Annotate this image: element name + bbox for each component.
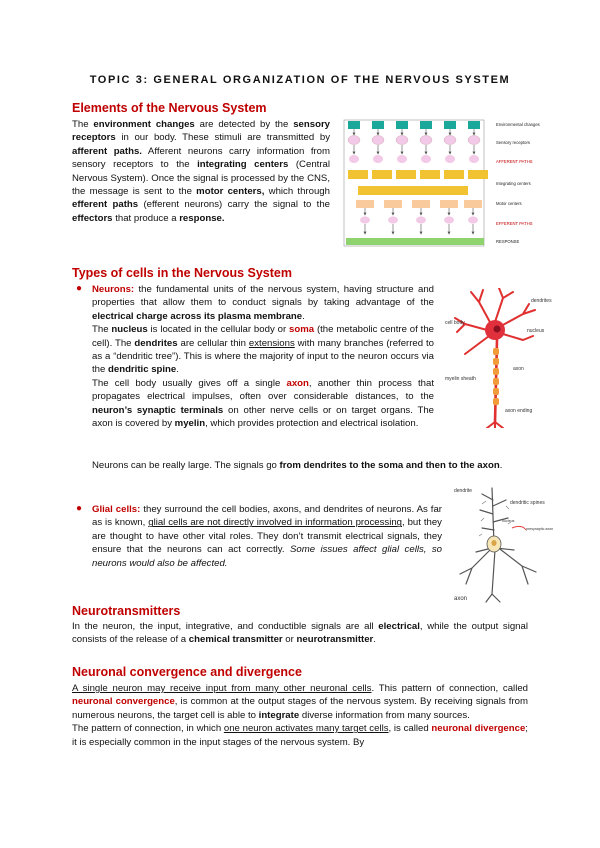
glial-figure-label: nucleus xyxy=(502,519,515,523)
paragraph-neurons-size: Neurons can be really large. The signals go from dendrites to the soma and then to the axon. xyxy=(92,460,503,471)
diagram-label: EFFERENT PATHS xyxy=(496,221,533,226)
stimulus-box xyxy=(420,121,432,129)
neuron-label: axon xyxy=(513,366,524,372)
integrating-center-bar xyxy=(358,186,468,195)
receptor-ellipse xyxy=(348,136,360,145)
paragraph-neurotransmitters: In the neuron, the input, integrative, and conductible signals are all electrical, while the output signal consists of the release of a chemical transmitter or neurotransmitter. xyxy=(72,621,528,646)
diagram-label: Motor centers xyxy=(496,201,522,206)
efferent-ellipse xyxy=(388,216,398,223)
stimulus-box xyxy=(348,121,360,129)
neuron-label: dendrites xyxy=(531,298,552,304)
motor-center-box xyxy=(384,200,402,208)
neuron-label: myelin sheath xyxy=(445,376,476,382)
paragraph-convergence: A single neuron may receive input from many other neuronal cells. This pattern of connection, called neuronal convergence, is common at the output stages of the nervous system. By receiving signals from numerous neurons, the target cell is able to integrate diverse information from many sources. The pattern of connection, in which one neuron activates many target cells, is called neuronal divergence; it is especially common in the input stages of the nervous system. By xyxy=(72,683,528,748)
efferent-ellipse xyxy=(468,216,478,223)
bullet-neurons: ● xyxy=(76,283,83,294)
diagram-label: Sensory receptors xyxy=(496,140,530,145)
heading-convergence: Neuronal convergence and divergence xyxy=(72,665,302,679)
heading-neurotransmitters: Neurotransmitters xyxy=(72,604,181,618)
stimulus-box xyxy=(396,121,408,129)
glial-figure-label: axon xyxy=(454,596,468,602)
neuron-label: cell body xyxy=(445,320,465,326)
heading-types: Types of cells in the Nervous System xyxy=(72,266,292,280)
afferent-ellipse xyxy=(421,155,431,163)
glial-figure-label: dendritic spines xyxy=(510,500,545,506)
response-bar xyxy=(346,238,484,245)
dendrite-illustration xyxy=(452,484,554,604)
paragraph-neurons: Neurons: the fundamental units of the nervous system, having structure and properties that allow them to conduct signals by taking advantage of the electrical charge across its plasma membrane. The nucleus is located in the cellular body or soma (the metabolic centre of the cell). The dendrites are cellular thin extensions with many branches (referred to as a “dendritic tree”). This is where the majority of input to the neuron occurs via the dendritic spine. The cell body usually gives off a single axon, another thin process that propagates electrical impulses, often over considerable distances, to the neuron’s synaptic terminals on other nerve cells or on target organs. The axon is covered by myelin, which provides protection and electrical isolation. xyxy=(92,284,435,430)
motor-center-box xyxy=(440,200,458,208)
paragraph-elements: The environment changes are detected by the sensory receptors in our body. These stimuli are transmitted by afferent paths. Afferent neurons carry information from sensory receptors to the integrating centers (Central Nervous System). Once the signal is processed by the CNS, the message is sent to the motor centers, which through efferent paths (efferent neurons) carry the signal to the effectors that produce a response. xyxy=(72,119,331,224)
integrating-box xyxy=(396,170,416,179)
receptor-ellipse xyxy=(444,136,456,145)
neuron-illustration xyxy=(443,288,553,428)
glial-figure-label: dendrite xyxy=(454,488,473,494)
motor-center-box xyxy=(464,200,482,208)
motor-center-box xyxy=(356,200,374,208)
receptor-ellipse xyxy=(420,136,432,145)
afferent-ellipse xyxy=(373,155,383,163)
stimulus-box xyxy=(372,121,384,129)
receptor-ellipse xyxy=(372,136,384,145)
diagram-label: Integrating centers xyxy=(496,181,531,186)
neuron-label: nucleus xyxy=(527,328,545,334)
receptor-ellipse xyxy=(396,136,408,145)
nervous-system-flow-diagram xyxy=(336,118,558,250)
stimulus-box xyxy=(468,121,480,129)
afferent-ellipse xyxy=(349,155,359,163)
efferent-ellipse xyxy=(444,216,454,223)
efferent-ellipse xyxy=(416,216,426,223)
integrating-box xyxy=(372,170,392,179)
integrating-box xyxy=(420,170,440,179)
diagram-label: RESPONSE xyxy=(496,239,520,244)
stimulus-box xyxy=(444,121,456,129)
motor-center-box xyxy=(412,200,430,208)
afferent-ellipse xyxy=(397,155,407,163)
neuron-label: axon ending xyxy=(505,408,533,414)
integrating-box xyxy=(348,170,368,179)
heading-elements: Elements of the Nervous System xyxy=(72,101,267,115)
efferent-ellipse xyxy=(360,216,370,223)
paragraph-glial: Glial cells: they surround the cell bodies, axons, and dendrites of neurons. As far as is known, glial cells are not directly involved in information processing, but they are thought to have other vital roles. They don’t transmit electrical signals, they ensure that the neurons can act correctly. Some issues affect glial cells, so neurons would also be affected. xyxy=(92,504,442,569)
page-title: TOPIC 3: GENERAL ORGANIZATION OF THE NERVOUS SYSTEM xyxy=(89,74,511,86)
receptor-ellipse xyxy=(468,136,480,145)
diagram-label: Environmental changes xyxy=(496,122,540,127)
diagram-label: AFFERENT PATHS xyxy=(496,159,533,164)
bullet-glial: ● xyxy=(76,503,83,514)
afferent-ellipse xyxy=(469,155,479,163)
glial-figure-label: presynaptic axon xyxy=(526,527,554,531)
integrating-box xyxy=(444,170,464,179)
afferent-ellipse xyxy=(445,155,455,163)
integrating-box xyxy=(468,170,488,179)
